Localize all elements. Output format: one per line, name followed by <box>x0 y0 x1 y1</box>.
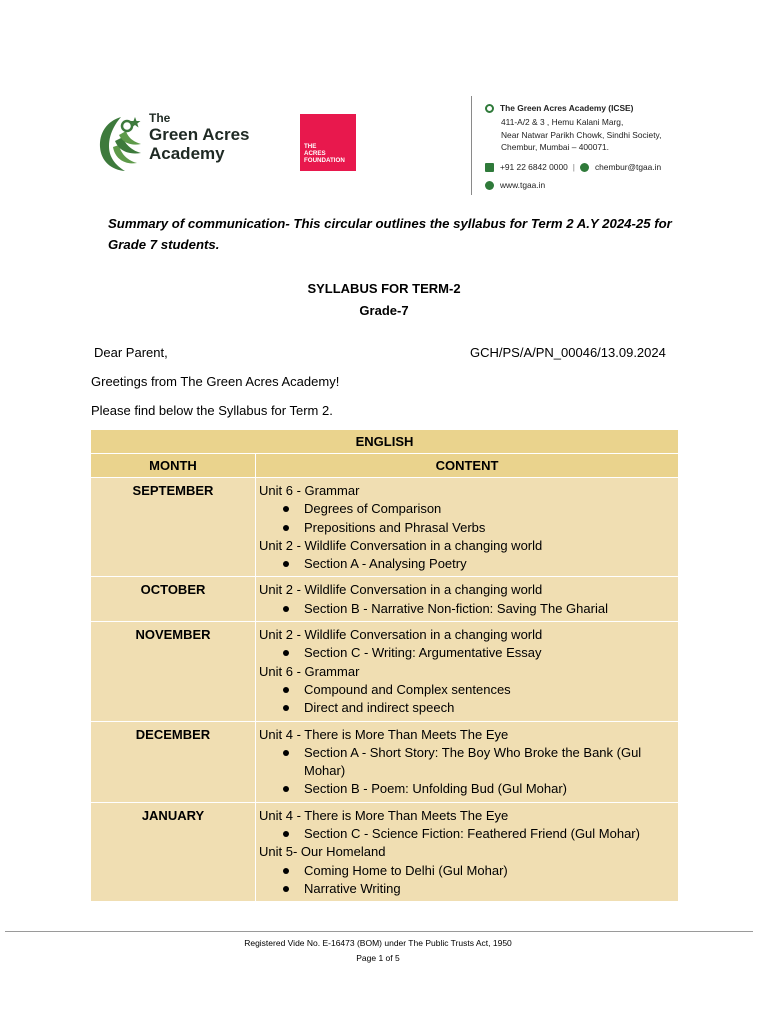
table-row <box>91 721 679 802</box>
bullet-item: Section A - Short Story: The Boy Who Broke the Bank (Gul Mohar) <box>259 744 672 781</box>
table-row <box>91 478 679 577</box>
logo-line-2: Academy <box>149 144 225 163</box>
footer-page-number: Page 1 of 5 <box>356 953 400 963</box>
logo-line-1: Green Acres <box>149 125 250 144</box>
content-column-header: CONTENT <box>256 454 679 478</box>
unit-heading: Unit 6 - Grammar <box>259 663 360 679</box>
logo-the: The <box>149 111 171 125</box>
bullet-item: Section B - Poem: Unfolding Bud (Gul Mohar) <box>259 780 672 798</box>
contact-website-row <box>485 180 545 190</box>
month-column-header: MONTH <box>91 454 256 478</box>
school-logo-text <box>149 112 249 163</box>
header-divider <box>471 96 472 195</box>
table-row <box>91 802 679 901</box>
table-subject-row <box>91 430 679 454</box>
reference-number: GCH/PS/A/PN_00046/13.09.2024 <box>470 345 666 360</box>
contact-separator: | <box>572 162 575 172</box>
bullet-item: Section B - Narrative Non-fiction: Saving The Gharial <box>259 600 672 618</box>
contact-phone-email-row <box>485 162 661 172</box>
bullet-item: Direct and indirect speech <box>259 699 672 717</box>
grade-heading: Grade-7 <box>359 303 409 318</box>
foundation-line-1: THE <box>304 143 317 150</box>
content-cell <box>256 721 679 802</box>
bullet-item: Degrees of Comparison <box>259 500 672 518</box>
bullet-item: Narrative Writing <box>259 880 672 898</box>
contact-email[interactable]: chembur@tgaa.in <box>594 162 662 172</box>
intro-line: Please find below the Syllabus for Term 2. <box>91 403 333 418</box>
footer-registration: Registered Vide No. E-16473 (BOM) under The Public Trusts Act, 1950 <box>244 938 512 948</box>
globe-icon <box>485 181 494 190</box>
table-header-row <box>91 454 679 478</box>
unit-heading: Unit 4 - There is More Than Meets The Eye <box>259 726 509 742</box>
content-cell <box>256 802 679 901</box>
footer-divider <box>5 931 753 932</box>
contact-address-2: Near Natwar Parikh Chowk, Sindhi Society, <box>501 130 662 140</box>
contact-address-3: Chembur, Mumbai – 400071. <box>501 142 610 152</box>
salutation: Dear Parent, <box>94 345 168 360</box>
unit-heading: Unit 2 - Wildlife Conversation in a changing world <box>259 627 543 643</box>
unit-heading: Unit 5- Our Homeland <box>259 844 386 860</box>
unit-heading: Unit 6 - Grammar <box>259 483 360 498</box>
contact-website[interactable]: www.tgaa.in <box>500 180 546 190</box>
content-cell <box>256 622 679 721</box>
month-cell: OCTOBER <box>91 577 256 622</box>
bullet-item: Section C - Science Fiction: Feathered Friend (Gul Mohar) <box>259 825 672 843</box>
content-cell <box>256 577 679 622</box>
content-cell <box>256 478 679 577</box>
green-acres-emblem-icon <box>97 113 145 173</box>
phone-icon <box>485 163 494 172</box>
page-title: SYLLABUS FOR TERM-2 <box>307 281 461 296</box>
syllabus-table <box>90 429 679 902</box>
foundation-line-2: ACRES <box>304 150 326 157</box>
contact-address-1: 411-A/2 & 3 , Hemu Kalani Marg, <box>501 117 624 127</box>
subject-header: ENGLISH <box>91 430 679 454</box>
bullet-item: Section C - Writing: Argumentative Essay <box>259 644 672 662</box>
email-icon <box>580 163 589 172</box>
bullet-item: Compound and Complex sentences <box>259 681 672 699</box>
contact-phone: +91 22 6842 0000 <box>500 162 568 172</box>
month-cell: NOVEMBER <box>91 622 256 721</box>
contact-school-name: The Green Acres Academy (ICSE) <box>500 103 634 113</box>
unit-heading: Unit 2 - Wildlife Conversation in a changing world <box>259 582 543 598</box>
unit-heading: Unit 4 - There is More Than Meets The Eye <box>259 807 509 823</box>
month-cell: SEPTEMBER <box>91 478 256 577</box>
bullet-item: Section A - Analysing Poetry <box>259 555 672 573</box>
bullet-item: Coming Home to Delhi (Gul Mohar) <box>259 862 672 880</box>
foundation-line-3: FOUNDATION <box>304 157 345 164</box>
unit-heading: Unit 2 - Wildlife Conversation in a changing world <box>259 537 543 553</box>
month-cell: DECEMBER <box>91 721 256 802</box>
location-pin-icon <box>485 104 494 113</box>
month-cell: JANUARY <box>91 802 256 901</box>
table-row <box>91 622 679 721</box>
contact-name-row <box>485 103 633 113</box>
greeting: Greetings from The Green Acres Academy! <box>91 374 340 389</box>
bullet-item: Prepositions and Phrasal Verbs <box>259 519 672 537</box>
table-row <box>91 577 679 622</box>
acres-foundation-logo <box>300 114 356 171</box>
summary-of-communication: Summary of communication- This circular outlines the syllabus for Term 2 A.Y 2024-25 for Grade 7 students. <box>108 216 672 252</box>
